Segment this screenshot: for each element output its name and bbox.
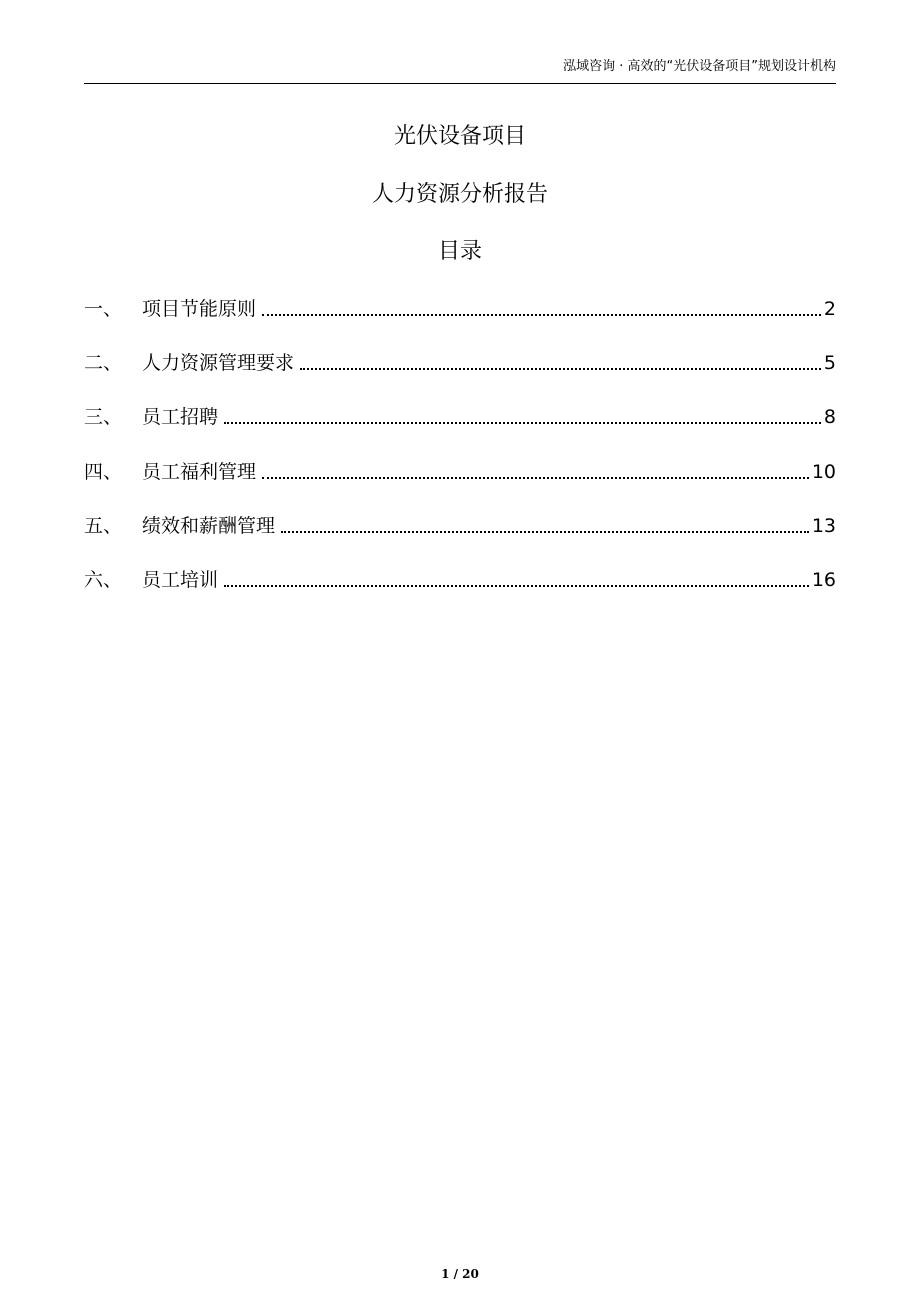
toc-entry-number: 一、	[84, 298, 123, 320]
toc-entry-label: 员工招聘	[142, 406, 219, 428]
toc-entry[interactable]	[84, 349, 836, 377]
toc-entry-page: 10	[811, 461, 836, 483]
toc-entry[interactable]	[84, 295, 836, 323]
document-title: 光伏设备项目	[393, 124, 526, 149]
toc-entry-page: 16	[811, 569, 836, 591]
toc-entry[interactable]	[84, 403, 836, 431]
toc-dot-leader	[224, 422, 821, 424]
toc-entry-number: 二、	[84, 352, 123, 374]
toc-entry-label: 绩效和薪酬管理	[142, 515, 276, 537]
table-of-contents	[84, 0, 836, 600]
toc-entry-page: 2	[823, 298, 836, 320]
toc-dot-leader	[300, 368, 821, 370]
page-number-footer: 1 / 20	[441, 1267, 479, 1281]
toc-entry-number: 六、	[84, 569, 123, 591]
toc-entry-page: 5	[823, 352, 836, 374]
toc-dot-leader	[262, 477, 809, 479]
toc-entry-number: 四、	[84, 461, 123, 483]
toc-entry-label: 员工福利管理	[142, 461, 257, 483]
toc-heading: 目录	[437, 239, 482, 264]
toc-entry-page: 13	[811, 515, 836, 537]
toc-entry-number: 五、	[84, 515, 123, 537]
toc-entry-number: 三、	[84, 406, 123, 428]
toc-entry-label: 员工培训	[142, 569, 219, 591]
toc-entry-page: 8	[823, 406, 836, 428]
toc-dot-leader	[224, 585, 809, 587]
toc-entry-label: 项目节能原则	[142, 298, 257, 320]
toc-entry[interactable]	[84, 566, 836, 594]
toc-dot-leader	[281, 531, 809, 533]
toc-entry[interactable]	[84, 458, 836, 486]
toc-entry-label: 人力资源管理要求	[142, 352, 295, 374]
page-header-text: 泓域咨询 · 高效的“光伏设备项目”规划设计机构	[563, 59, 836, 74]
document-subtitle: 人力资源分析报告	[371, 182, 548, 207]
toc-entry[interactable]	[84, 512, 836, 540]
toc-dot-leader	[262, 314, 821, 316]
